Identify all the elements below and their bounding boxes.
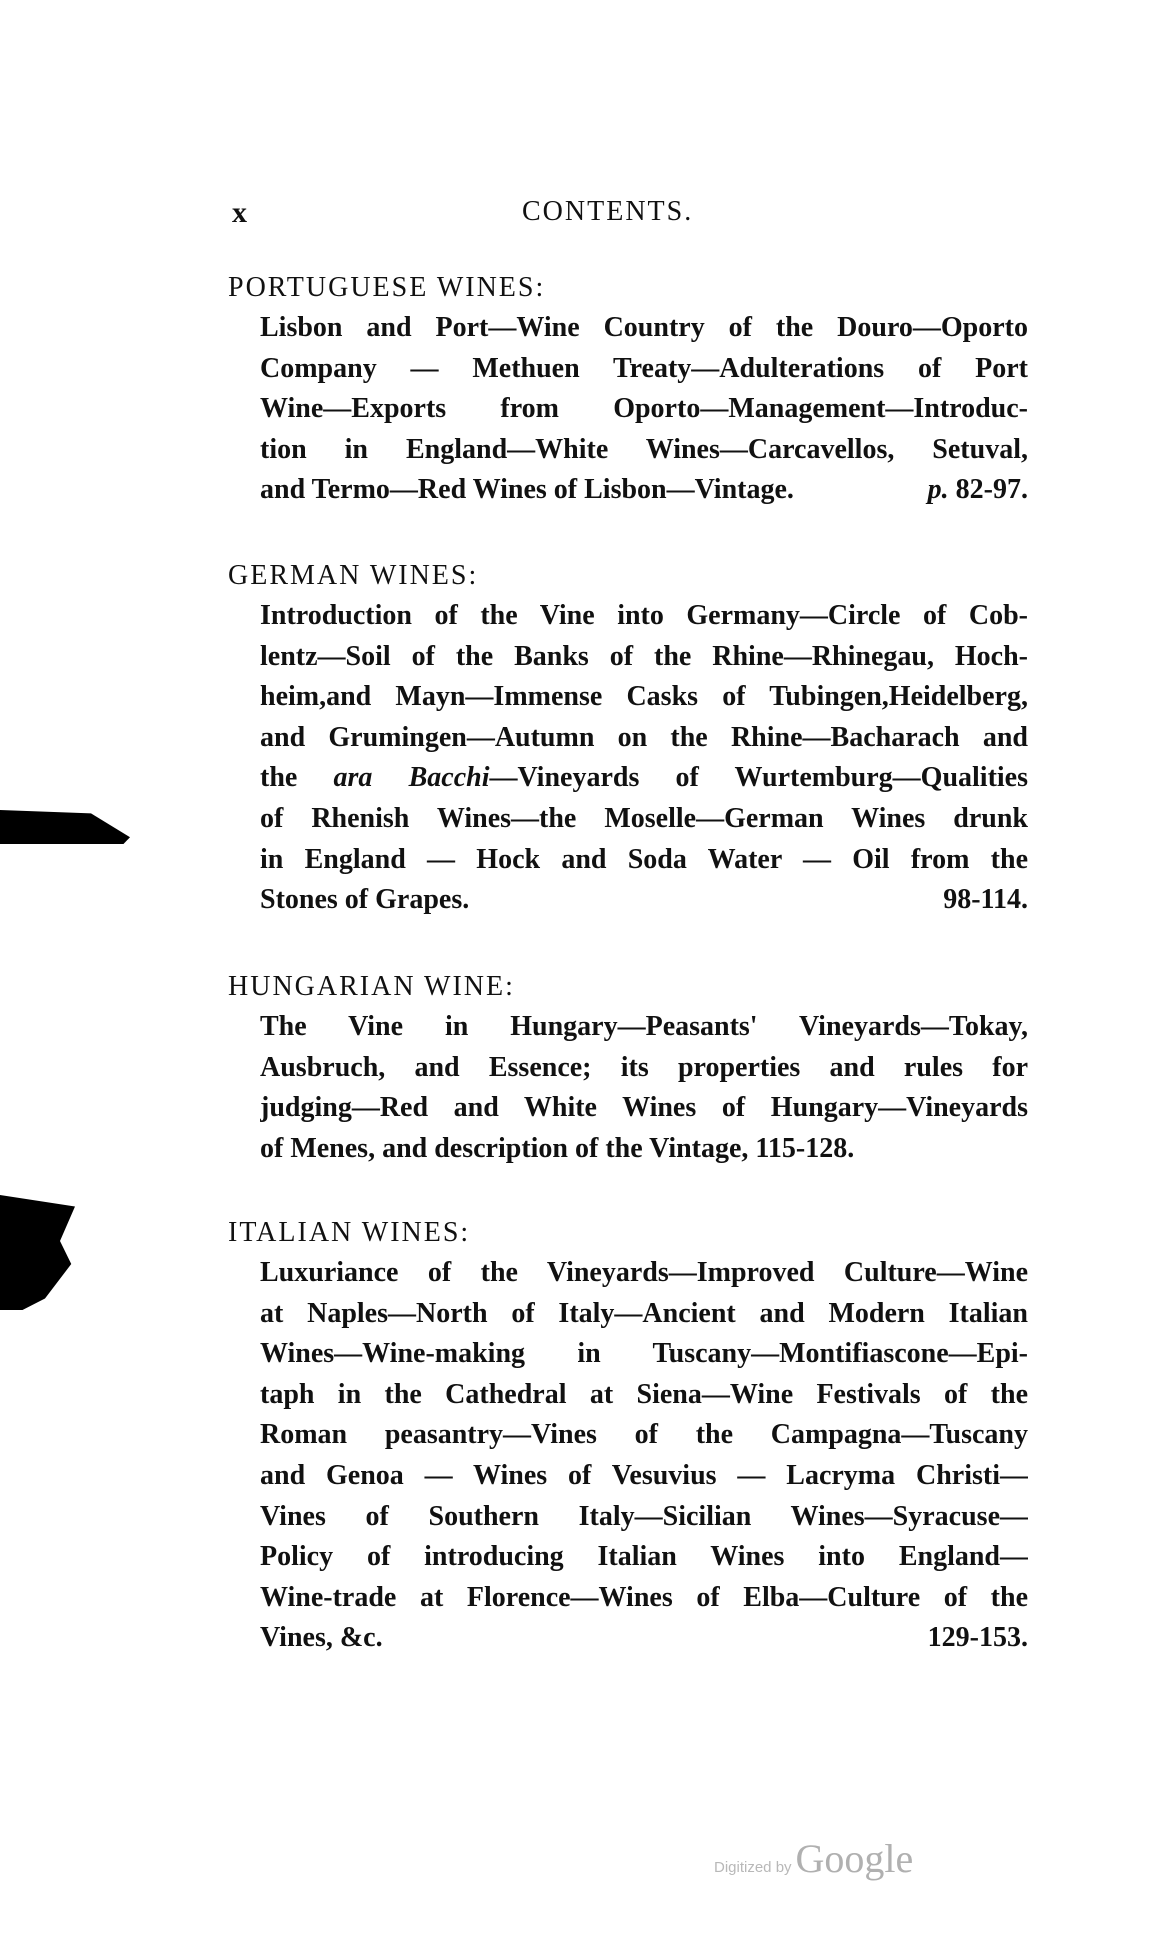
section-heading: GERMAN WINES: <box>228 560 479 591</box>
entry-line: Vines of Southern Italy—Sicilian Wines—Syracuse— <box>260 1500 1028 1532</box>
page-number: x <box>232 196 249 229</box>
page-ref-prefix: p. <box>927 474 949 506</box>
entry-line: The Vine in Hungary—Peasants' Vineyards—Tokay, <box>260 1011 1028 1042</box>
entry-line: at Naples—North of Italy—Ancient and Modern Italian <box>260 1297 1028 1329</box>
section-heading: PORTUGUESE WINES: <box>228 272 546 303</box>
section-german-wines <box>228 556 1028 921</box>
entry-line <box>260 880 1028 921</box>
entry-line: Ausbruch, and Essence; its properties and rules for <box>260 1051 1028 1083</box>
watermark-brand: Google <box>795 1836 914 1881</box>
entry-line-text: —Vineyards of Wurtemburg—Qualities <box>489 762 1028 794</box>
entry-line: Wine—Exports from Oporto—Management—Introduc- <box>260 393 1028 425</box>
scan-artifact <box>0 1195 75 1310</box>
entry-line-prefix: the <box>260 762 298 794</box>
entry-line: heim,and Mayn—Immense Casks of Tubingen,Heidelberg, <box>260 681 1028 713</box>
entry-line-text: and Termo—Red Wines of Lisbon—Vintage. <box>260 474 794 506</box>
italic-phrase: ara Bacchi <box>333 762 490 794</box>
entry-line: Company — Methuen Treaty—Adulterations of Port <box>260 352 1028 384</box>
watermark-prefix: Digitized by <box>714 1859 792 1876</box>
scan-artifact <box>0 810 130 844</box>
entry-line: Roman peasantry—Vines of the Campagna—Tuscany <box>260 1419 1028 1451</box>
entry-line: Lisbon and Port—Wine Country of the Douro—Oporto <box>260 312 1028 343</box>
entry-line: Wines—Wine-making in Tuscany—Montifiascone—Epi- <box>260 1338 1028 1370</box>
entry-line <box>260 758 1028 799</box>
section-heading: HUNGARIAN WINE: <box>228 971 515 1002</box>
entry-line: Policy of introducing Italian Wines into England— <box>260 1541 1028 1573</box>
digitized-watermark <box>714 1835 913 1885</box>
entry-line: and Grumingen—Autumn on the Rhine—Bacharach and <box>260 721 1028 753</box>
entry-line: lentz—Soil of the Banks of the Rhine—Rhinegau, Hoch- <box>260 640 1028 672</box>
entry-line: of Menes, and description of the Vintage, 115-128. <box>260 1132 855 1164</box>
entry-line <box>260 470 1028 511</box>
page-reference: 129-153. <box>927 1622 1028 1654</box>
entry-line: Luxuriance of the Vineyards—Improved Culture—Wine <box>260 1257 1028 1288</box>
entry-line: in England — Hock and Soda Water — Oil from the <box>260 843 1028 875</box>
entry-line: tion in England—White Wines—Carcavellos, Setuval, <box>260 433 1028 465</box>
page-header <box>232 196 1032 236</box>
entry-line: of Rhenish Wines—the Moselle—German Wines drunk <box>260 802 1028 834</box>
entry-line <box>260 1618 1028 1659</box>
running-head: CONTENTS. <box>522 196 694 227</box>
section-hungarian-wine <box>228 967 1028 1169</box>
page-reference <box>928 470 1028 511</box>
section-portuguese-wines <box>228 268 1028 511</box>
page-ref-range: 82-97. <box>955 474 1028 506</box>
entry-line: Wine-trade at Florence—Wines of Elba—Culture of the <box>260 1581 1028 1613</box>
entry-line: judging—Red and White Wines of Hungary—Vineyards <box>260 1092 1028 1124</box>
section-italian-wines <box>228 1213 1028 1659</box>
entry-line-text: Stones of Grapes. <box>260 884 470 916</box>
page-reference: 98-114. <box>943 884 1028 916</box>
entry-line: and Genoa — Wines of Vesuvius — Lacryma Christi— <box>260 1459 1028 1491</box>
entry-line-text: Vines, &c. <box>260 1622 383 1654</box>
entry-line: Introduction of the Vine into Germany—Circle of Cob- <box>260 600 1028 631</box>
section-heading: ITALIAN WINES: <box>228 1217 471 1248</box>
entry-line: taph in the Cathedral at Siena—Wine Festivals of the <box>260 1378 1028 1410</box>
